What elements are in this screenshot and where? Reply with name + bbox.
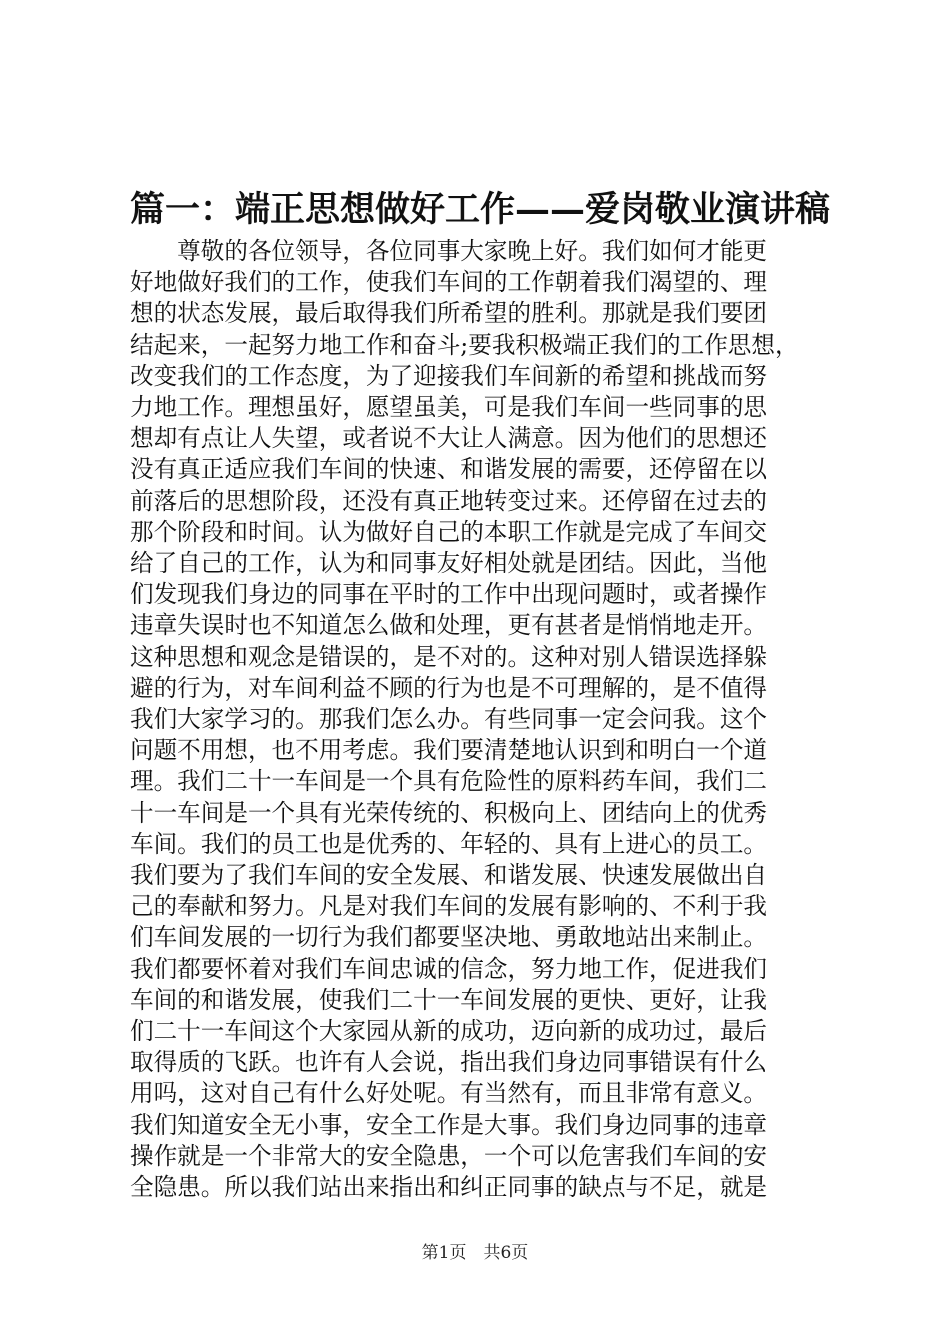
body-line: 用吗，这对自己有什么好处呢。有当然有，而且非常有意义。	[130, 1079, 768, 1108]
body-line: 们车间发展的一切行为我们都要坚决地、勇敢地站出来制止。	[130, 923, 768, 952]
body-line: 全隐患。所以我们站出来指出和纠正同事的缺点与不足，就是	[130, 1173, 768, 1202]
body-line: 违章失误时也不知道怎么做和处理，更有甚者是悄悄地走开。	[130, 611, 768, 640]
body-line: 十一车间是一个具有光荣传统的、积极向上、团结向上的优秀	[130, 798, 768, 827]
document-body	[130, 236, 835, 1203]
body-line: 结起来，一起努力地工作和奋斗;要我积极端正我们的工作思想，	[130, 330, 799, 359]
page-number-label: 第1页 共6页	[421, 1243, 529, 1263]
body-line: 己的奉献和努力。凡是对我们车间的发展有影响的、不利于我	[130, 892, 768, 921]
body-line: 我们要为了我们车间的安全发展、和谐发展、快速发展做出自	[130, 861, 768, 890]
body-line: 们发现我们身边的同事在平时的工作中出现问题时，或者操作	[130, 580, 768, 609]
body-line: 车间的和谐发展，使我们二十一车间发展的更快、更好，让我	[130, 985, 768, 1014]
body-line: 那个阶段和时间。认为做好自己的本职工作就是完成了车间交	[130, 517, 768, 546]
body-line: 操作就是一个非常大的安全隐患，一个可以危害我们车间的安	[130, 1141, 768, 1170]
body-line: 我们大家学习的。那我们怎么办。有些同事一定会问我。这个	[130, 705, 768, 734]
body-line: 避的行为，对车间利益不顾的行为也是不可理解的，是不值得	[130, 673, 768, 702]
body-line: 我们知道安全无小事，安全工作是大事。我们身边同事的违章	[130, 1110, 768, 1139]
body-line: 理。我们二十一车间是一个具有危险性的原料药车间，我们二	[130, 767, 768, 796]
body-line: 这种思想和观念是错误的，是不对的。这种对别人错误选择躲	[130, 642, 768, 671]
page-footer	[0, 1242, 950, 1264]
body-line: 车间。我们的员工也是优秀的、年轻的、具有上进心的员工。	[130, 829, 768, 858]
body-line: 们二十一车间这个大家园从新的成功，迈向新的成功过，最后	[130, 1017, 768, 1046]
body-line: 前落后的思想阶段，还没有真正地转变过来。还停留在过去的	[130, 486, 768, 515]
body-line: 没有真正适应我们车间的快速、和谐发展的需要，还停留在以	[130, 455, 768, 484]
body-line: 尊敬的各位领导，各位同事大家晚上好。我们如何才能更	[130, 237, 768, 265]
body-line: 想却有点让人失望，或者说不大让人满意。因为他们的思想还	[130, 424, 768, 453]
body-line: 力地工作。理想虽好，愿望虽美，可是我们车间一些同事的思	[130, 393, 768, 422]
body-line: 问题不用想，也不用考虑。我们要清楚地认识到和明白一个道	[130, 736, 768, 765]
body-line: 想的状态发展，最后取得我们所希望的胜利。那就是我们要团	[130, 299, 768, 328]
body-line: 改变我们的工作态度，为了迎接我们车间新的希望和挑战而努	[130, 361, 768, 390]
body-line: 给了自己的工作，认为和同事友好相处就是团结。因此，当他	[130, 549, 768, 578]
body-line: 取得质的飞跃。也许有人会说，指出我们身边同事错误有什么	[130, 1048, 768, 1077]
document-title: 篇一：端正思想做好工作——爱岗敬业演讲稿	[130, 189, 831, 230]
body-line: 我们都要怀着对我们车间忠诚的信念，努力地工作，促进我们	[130, 954, 768, 983]
body-line: 好地做好我们的工作，使我们车间的工作朝着我们渴望的、理	[130, 268, 768, 297]
